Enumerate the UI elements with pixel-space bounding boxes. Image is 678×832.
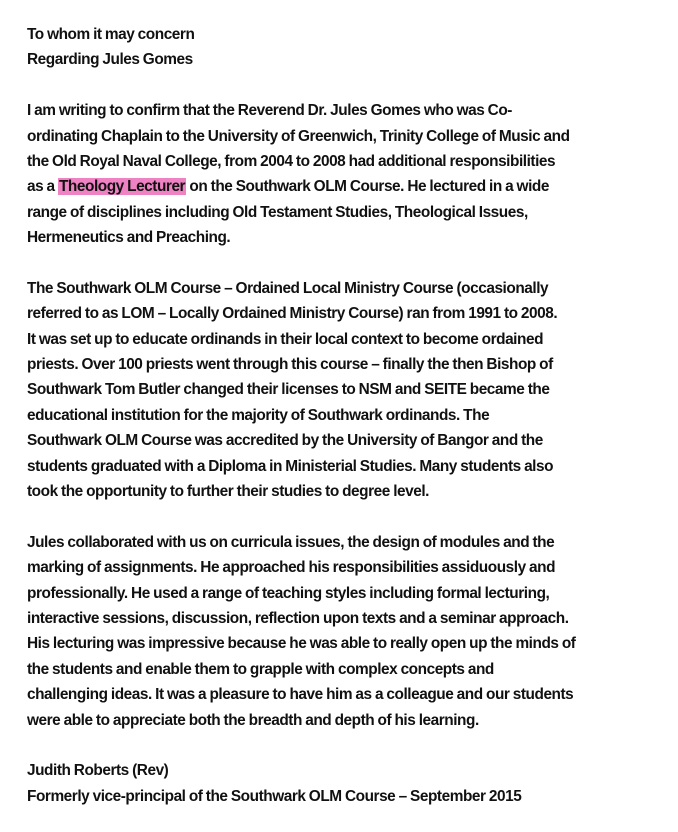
text-line: The Southwark OLM Course – Ordained Local Ministry Course (occasionally: [27, 279, 549, 297]
text-line: It was set up to educate ordinands in their local context to become ordained: [27, 330, 544, 348]
text-line: were able to appreciate both the breadth and depth of his learning.: [27, 711, 479, 729]
text-line: students graduated with a Diploma in Ministerial Studies. Many students also: [27, 457, 554, 475]
text-line: professionally. He used a range of teaching styles including formal lecturing,: [27, 584, 550, 602]
text-line: Jules collaborated with us on curricula issues, the design of modules and the: [27, 533, 555, 551]
text-line: [27, 174, 667, 199]
paragraph-3: [27, 530, 667, 733]
text-line: interactive sessions, discussion, reflection upon texts and a seminar approach.: [27, 609, 569, 627]
text-segment: on the Southwark OLM Course. He lectured in a wide: [186, 178, 549, 196]
text-line: His lecturing was impressive because he was able to really open up the minds of: [27, 635, 576, 653]
text-line: challenging ideas. It was a pleasure to have him as a colleague and our students: [27, 686, 574, 704]
text-line: priests. Over 100 priests went through this course – finally the then Bishop of: [27, 356, 553, 374]
text-line: referred to as LOM – Locally Ordained Ministry Course) ran from 1991 to 2008.: [27, 305, 558, 323]
highlighted-text: Theology Lecturer: [58, 178, 186, 196]
salutation-line: To whom it may concern: [27, 26, 195, 43]
text-line: the students and enable them to grapple with complex concepts and: [27, 660, 494, 678]
paragraph-1: [27, 98, 667, 250]
letter: [27, 22, 667, 809]
text-line: educational institution for the majority of Southwark ordinands. The: [27, 406, 490, 424]
text-segment: as a: [27, 178, 58, 196]
signature-block: [27, 758, 667, 809]
text-line: marking of assignments. He approached his responsibilities assiduously and: [27, 559, 556, 577]
text-line: took the opportunity to further their studies to degree level.: [27, 483, 429, 501]
text-line: Southwark Tom Butler changed their licenses to NSM and SEITE became the: [27, 381, 550, 399]
signatory-title: Formerly vice-principal of the Southwark OLM Course – September 2015: [27, 787, 522, 805]
text-line: Hermeneutics and Preaching.: [27, 229, 231, 247]
text-line: the Old Royal Naval College, from 2004 to 2008 had additional responsibilities: [27, 152, 556, 170]
subject-line: Regarding Jules Gomes: [27, 51, 193, 69]
text-line: Southwark OLM Course was accredited by the University of Bangor and the: [27, 432, 543, 450]
signatory-name: Judith Roberts (Rev): [27, 762, 169, 780]
paragraph-2: [27, 276, 667, 505]
text-line: range of disciplines including Old Testament Studies, Theological Issues,: [27, 203, 528, 221]
text-line: I am writing to confirm that the Reverend Dr. Jules Gomes who was Co-: [27, 102, 512, 120]
text-line: ordinating Chaplain to the University of Greenwich, Trinity College of Music and: [27, 127, 570, 145]
